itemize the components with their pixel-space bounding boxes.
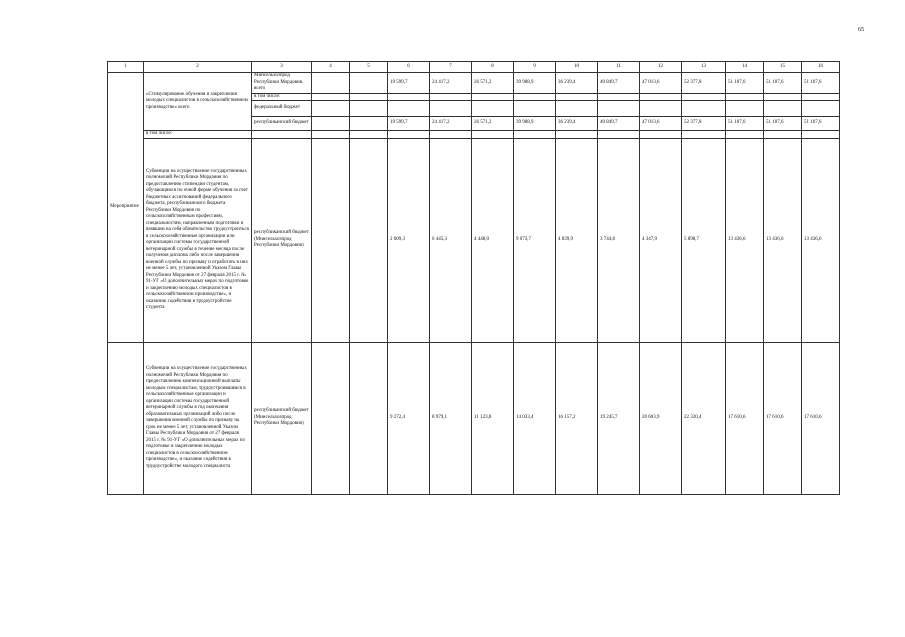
value-cell-col-9: 14 033,4: [514, 342, 556, 494]
value-cell-col-7: 8 979,1: [430, 342, 472, 494]
empty-cell: [472, 131, 514, 139]
value-cell-col-11: [598, 101, 640, 117]
value-cell-col-11: 19 245,7: [598, 342, 640, 494]
value-cell-col-9: 9 073,7: [514, 138, 556, 342]
value-cell-col-14: 51 107,6: [726, 117, 764, 131]
table-row: [108, 138, 840, 342]
value-cell-col-4: [312, 117, 350, 131]
value-cell-col-5: [350, 73, 388, 94]
value-cell-col-10: [556, 101, 598, 117]
value-cell-col-8: [472, 101, 514, 117]
section-label: Мероприятие: [108, 73, 144, 343]
column-number-row: [108, 62, 840, 73]
value-cell-col-6: 19 599,7: [388, 73, 430, 94]
funding-source: республиканский бюджет (Минсельхозпрод Республики Мордовия): [252, 138, 312, 342]
value-cell-col-6: 2 009,3: [388, 138, 430, 342]
empty-cell: [430, 131, 472, 139]
empty-cell: [388, 131, 430, 139]
column-number-16: 16: [802, 62, 840, 73]
empty-cell: [598, 131, 640, 139]
value-cell-col-14: 17 610,6: [726, 342, 764, 494]
value-cell-col-4: [312, 342, 350, 494]
column-number-3: 3: [252, 62, 312, 73]
column-number-13: 13: [682, 62, 726, 73]
value-cell-col-15: 17 610,6: [764, 342, 802, 494]
value-cell-col-16: [802, 93, 840, 101]
value-cell-col-15: 51 107,6: [764, 73, 802, 94]
column-number-11: 11: [598, 62, 640, 73]
value-cell-col-7: 24 417,2: [430, 117, 472, 131]
value-cell-col-15: 51 107,6: [764, 117, 802, 131]
empty-cell: [312, 131, 350, 139]
empty-cell: [802, 131, 840, 139]
funding-source: Минсельхозпрод Республики Мордовия, всего: [252, 73, 312, 94]
empty-cell: [640, 131, 682, 139]
value-cell-col-4: [312, 101, 350, 117]
value-cell-col-12: [640, 101, 682, 117]
value-cell-col-12: 4 347,9: [640, 138, 682, 342]
column-number-10: 10: [556, 62, 598, 73]
value-cell-col-7: 6 445,3: [430, 138, 472, 342]
value-cell-col-10: 36 239,4: [556, 73, 598, 94]
value-cell-col-9: [514, 93, 556, 101]
value-cell-col-8: 11 123,8: [472, 342, 514, 494]
value-cell-col-7: 24 417,2: [430, 73, 472, 94]
column-number-15: 15: [764, 62, 802, 73]
value-cell-col-6: 9 272,4: [388, 342, 430, 494]
value-cell-col-13: 5 898,7: [682, 138, 726, 342]
empty-cell: [350, 131, 388, 139]
value-cell-col-14: 51 107,6: [726, 73, 764, 94]
value-cell-col-5: [350, 117, 388, 131]
empty-cell: [252, 131, 312, 139]
subsidy-name: Субвенции на осуществление государственных полномочий Республики Мордовия по предоставлению стипендии студентам, обучающимся по очной форме обучения за счет бюджетных ассигнований федерального бюджета, республиканского бюджета Республики Мордовия по сельскохозяйственным профессиям, специальностям, направленным подготовки и взявшим на себя обязательство трудоустроиться в сельскохозяйственные организации или организации системы государственной ветеринарной службы в течение месяца после получения диплома либо после завершения военной службы по призыву и отработать в них не менее 5 лет, установленной Указом Главы Республики Мордовия от 27 февраля 2015 г. № 91-УГ «О дополнительных мерах по подготовке и закреплению молодых специалистов в сельскохозяйственном производстве», и оказанию содействия в трудоустройстве студента: [144, 138, 252, 342]
table-row: [108, 73, 840, 94]
value-cell-col-12: 47 013,6: [640, 73, 682, 94]
page-number: 65: [858, 27, 864, 33]
value-cell-col-13: [682, 101, 726, 117]
column-number-2: 2: [144, 62, 252, 73]
value-cell-col-14: [726, 93, 764, 101]
funding-source: республиканский бюджет (Минсельхозпрод Республики Мордовия): [252, 342, 312, 494]
empty-cell: [514, 131, 556, 139]
value-cell-col-10: 36 239,4: [556, 117, 598, 131]
table-row: [108, 342, 840, 494]
funding-source: республиканский бюджет: [252, 117, 312, 131]
column-number-9: 9: [514, 62, 556, 73]
funding-source: в том числе:: [252, 93, 312, 101]
value-cell-col-14: 13 436,6: [726, 138, 764, 342]
empty-cell: [764, 131, 802, 139]
value-cell-col-8: 4 448,0: [472, 138, 514, 342]
value-cell-col-8: 26 571,2: [472, 73, 514, 94]
column-number-5: 5: [350, 62, 388, 73]
value-cell-col-13: 52 377,8: [682, 73, 726, 94]
column-number-12: 12: [640, 62, 682, 73]
value-cell-col-15: [764, 93, 802, 101]
value-cell-col-5: [350, 101, 388, 117]
value-cell-col-12: 47 013,6: [640, 117, 682, 131]
value-cell-col-16: [802, 101, 840, 117]
value-cell-col-8: 26 571,2: [472, 117, 514, 131]
value-cell-col-13: [682, 93, 726, 101]
empty-cell: [556, 131, 598, 139]
program-name: «Стимулирование обучения и закрепления молодых специалистов в сельскохозяйственном производстве» всего: [144, 73, 252, 131]
value-cell-col-12: 20 603,9: [640, 342, 682, 494]
column-number-6: 6: [388, 62, 430, 73]
value-cell-col-4: [312, 138, 350, 342]
value-cell-col-9: [514, 101, 556, 117]
value-cell-col-6: [388, 101, 430, 117]
value-cell-col-7: [430, 101, 472, 117]
value-cell-col-11: 3 744,8: [598, 138, 640, 342]
column-number-8: 8: [472, 62, 514, 73]
column-number-7: 7: [430, 62, 472, 73]
value-cell-col-7: [430, 93, 472, 101]
value-cell-col-6: 19 599,7: [388, 117, 430, 131]
value-cell-col-11: 40 849,7: [598, 73, 640, 94]
value-cell-col-8: [472, 93, 514, 101]
value-cell-col-5: [350, 138, 388, 342]
value-cell-col-13: 22 320,4: [682, 342, 726, 494]
value-cell-col-10: 16 157,2: [556, 342, 598, 494]
budget-table: [107, 61, 840, 495]
value-cell-col-11: 40 849,7: [598, 117, 640, 131]
value-cell-col-9: 39 988,9: [514, 117, 556, 131]
value-cell-col-15: 13 436,6: [764, 138, 802, 342]
column-number-14: 14: [726, 62, 764, 73]
column-number-4: 4: [312, 62, 350, 73]
value-cell-col-16: 13 436,6: [802, 138, 840, 342]
value-cell-col-11: [598, 93, 640, 101]
value-cell-col-16: 51 107,6: [802, 117, 840, 131]
value-cell-col-9: 39 988,9: [514, 73, 556, 94]
funding-source: федеральный бюджет: [252, 101, 312, 117]
value-cell-col-16: 17 610,6: [802, 342, 840, 494]
value-cell-col-12: [640, 93, 682, 101]
value-cell-col-5: [350, 342, 388, 494]
subsidy-name: Субвенции на осуществление государственных полномочий Республики Мордовия по предоставлению компенсационной выплаты молодым специалистам, трудоустроившимся в сельскохозяйственные организации и организации системы государственной ветеринарной службы в год окончания образовательных организаций либо после завершения военной службы по призыву на срок не менее 5 лет, установленной Указом Главы Республики Мордовия от 27 февраля 2015 г. № 91-УГ «О дополнительных мерах по подготовке и закреплению молодых специалистов в сельскохозяйственном производстве», и оказание содействия в трудоустройстве молодого специалиста: [144, 342, 252, 494]
value-cell-col-10: [556, 93, 598, 101]
value-cell-col-5: [350, 93, 388, 101]
value-cell-col-14: [726, 101, 764, 117]
value-cell-col-4: [312, 93, 350, 101]
value-cell-col-6: [388, 93, 430, 101]
section-label-empty: [108, 342, 144, 494]
empty-cell: [682, 131, 726, 139]
value-cell-col-15: [764, 101, 802, 117]
value-cell-col-4: [312, 73, 350, 94]
value-cell-col-16: 51 107,6: [802, 73, 840, 94]
value-cell-col-13: 52 377,8: [682, 117, 726, 131]
column-number-1: 1: [108, 62, 144, 73]
empty-cell: [726, 131, 764, 139]
incl-label: в том числе:: [144, 131, 252, 139]
value-cell-col-10: 4 839,9: [556, 138, 598, 342]
table-row: [108, 131, 840, 139]
